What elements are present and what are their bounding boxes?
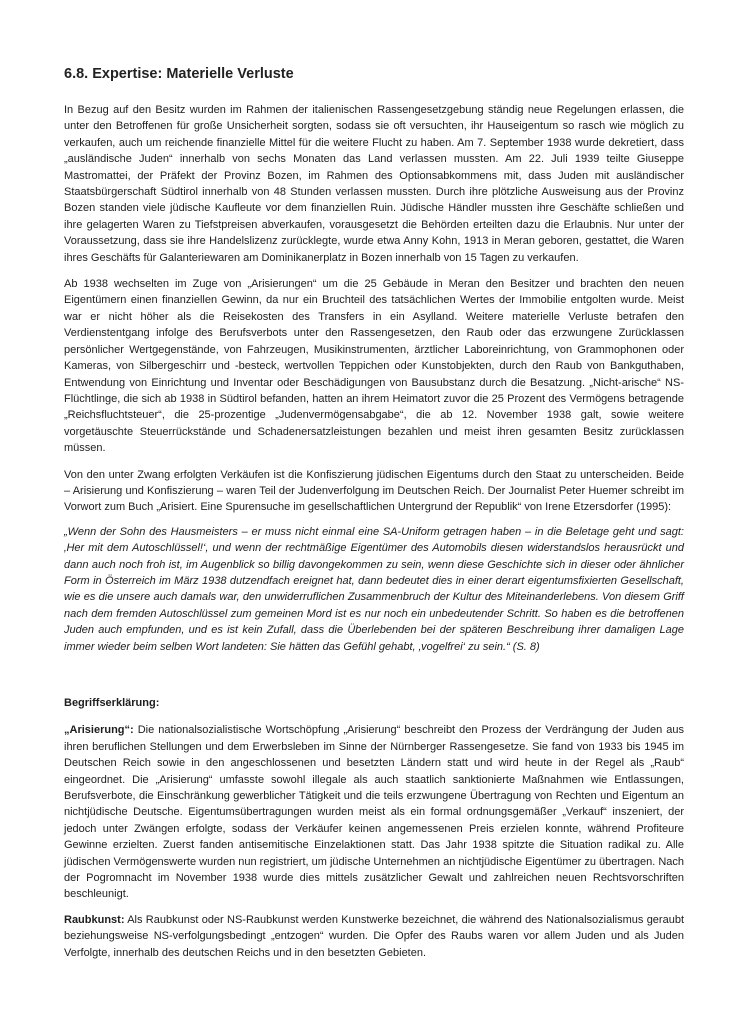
definition-raubkunst	[64, 912, 684, 961]
definitions-title: Begriffserklärung:	[64, 697, 160, 709]
document-body	[64, 102, 684, 970]
definition-term: Raubkunst:	[64, 913, 125, 926]
definition-arisierung	[64, 722, 684, 902]
definition-term: „Arisierung“:	[64, 724, 134, 737]
definition-text: Als Raubkunst oder NS-Raubkunst werden Kunstwerke bezeichnet, die während des Nationalsozialismus geraubt beziehungsweise NS-verfolgungsbedingt „entzogen“ wurden. Die Opfer des Raubs waren vor allem Juden und als Juden Verfolgte, innerhalb des deutschen Reichs und in den besetzten Gebieten.	[64, 913, 684, 959]
definition-text: Die nationalsozialistische Wortschöpfung „Arisierung“ beschreibt den Prozess der Verdrängung der Juden aus ihren beruflichen Stellungen und dem Erwerbsleben im Sinne der Nürnberger Rassengesetze. Sie fand von 1933 bis 1945 im Deutschen Reich sowie in den angeschlossenen und besetzten Ländern statt und wird heute in der Regel als „Raub“ eingeordnet. Die „Arisierung“ umfasste sowohl illegale als auch staatlich sanktionierte Maßnahmen wie Entlassungen, Berufsverbote, die Einschränkung gewerblicher Tätigkeit und die teils erzwungene Übertragung von Rechten und Eigentum an nichtjüdische Deutsche. Eigentumsübertragungen wurden meist als ein formal ordnungsgemäßer „Verkauf“ inszeniert, der jedoch unter Zwängen erfolgte, sodass der Verkäufer keinen angemessenen Preis erzielen konnte, während Profiteure Gewinne erzielten. Zuerst fanden antisemitische Einzelaktionen statt. Das Jahr 1938 spitzte die Situation radikal zu. Alle jüdischen Vermögenswerte wurden nun registriert, um jüdische Unternehmen an nichtjüdische Eigentümer zu übertragen. Nach der Pogromnacht im November 1938 wurde dies mittels zusätzlicher Gewalt und zahlreichen neuen Rechtsvorschriften beschleunigt.	[64, 724, 685, 901]
section-heading: 6.8. Expertise: Materielle Verluste	[64, 66, 294, 82]
paragraph: Ab 1938 wechselten im Zuge von „Arisierungen“ um die 25 Gebäude in Meran den Besitzer und brachten den neuen Eigentümern einen finanziellen Gewinn, da nur ein Bruchteil des tatsächlichen Wertes der Immobilie entgolten wurde. Meist war er nicht höher als die Reisekosten des Transfers in ein Asylland. Weitere materielle Verluste betrafen den Verdienstentgang infolge des Berufsverbots unter den Rassengesetzen, den Raub oder das erzwungene Zurücklassen persönlicher Wertgegenstände, von Fahrzeugen, Musikinstrumenten, ärztlicher Laboreinrichtung, von Grammophonen oder Kameras, von Silbergeschirr und -besteck, wertvollen Teppichen oder Kunstobjekten, durch den Raub von Bankguthaben, Entwendung von Einrichtung und Inventar oder Beschädigungen von Bausubstanz durch die Besatzung. „Nicht-arische“ NS-Flüchtlinge, die sich ab 1938 in Südtirol befanden, hatten an ihrem Heimatort zuvor die 25 Prozent des Vermögens betragende „Reichsfluchtsteuer“, die 25-prozentige „Judenvermögensabgabe“, die ab 12. November 1938 galt, sowie weitere vorgetäuschte Steuerrückstände und Schadenersatzleistungen bezahlen und meist ihren gesamten Besitz zurücklassen müssen.	[64, 278, 684, 455]
block-quote: „Wenn der Sohn des Hausmeisters – er muss nicht einmal eine SA-Uniform getragen haben – in die Beletage geht und sagt: ‚Her mit dem Autoschlüssel!‘, und wenn der rechtmäßige Eigentümer des Automobils diesen widerstandslos herausrückt und dann auch noch froh ist, im Augenblick so billig davongekommen zu sein, wenn diese Geschichte sich in dieser oder ähnlicher Form in Österreich im März 1938 dutzendfach ereignet hat, dann bedeutet dies in einer derart eigentumsfixierten Gesellschaft, wie es die unsere auch damals war, den unwiderruflichen Zusammenbruch der Kultur des Miteinanderlebens. Von diesem Griff nach dem fremden Autoschlüssel zum gemeinen Mord ist es nur noch ein unbedeutender Schritt. So haben es die betroffenen Juden auch empfunden, und es ist kein Zufall, dass die Überlebenden bei der späteren Beschreibung ihrer damaligen Lage immer wieder beim selben Wort landeten: Sie hätten das Gefühl gehabt, ‚vogelfrei‘ zu sein.“ (S. 8)	[64, 525, 684, 653]
paragraph: Von den unter Zwang erfolgten Verkäufen ist die Konfiszierung jüdischen Eigentums durch den Staat zu unterscheiden. Beide – Arisierung und Konfiszierung – waren Teil der Judenverfolgung im Deutschen Reich. Der Journalist Peter Huemer schreibt im Vorwort zum Buch „Arisiert. Eine Spurensuche im gesellschaftlichen Untergrund der Republik“ von Irene Etzersdorfer (1995):	[64, 468, 684, 514]
paragraph: In Bezug auf den Besitz wurden im Rahmen der italienischen Rassengesetzgebung ständig neue Regelungen erlassen, die unter den Betroffenen für große Unsicherheit sorgten, sodass sie oft versuchten, ihr Hauseigentum so rasch wie möglich zu verkaufen, auch um reichende finanzielle Mittel für die weitere Flucht zu haben. Am 7. September 1938 wurde dekretiert, dass „ausländische Juden“ innerhalb von sechs Monaten das Land verlassen mussten. Am 22. Juli 1939 teilte Giuseppe Mastromattei, der Präfekt der Provinz Bozen, im Rahmen des Optionsabkommens mit, dass Juden mit ausländischer Staatsbürgerschaft Südtirol innerhalb von 48 Stunden verlassen mussten. Durch ihre plötzliche Ausweisung aus der Provinz Bozen standen viele jüdische Kaufleute vor dem finanziellen Ruin. Jüdische Händler mussten ihre Geschäfte schließen und ihre gelagerten Waren zu Tiefstpreisen abverkaufen, vorausgesetzt die Behörden erteilten dazu die Erlaubnis. Nur unter der Voraussetzung, dass sie ihre Handelslizenz zurücklegte, wurde etwa Anny Kohn, 1913 in Meran geboren, gestattet, die Waren ihres Geschäfts für Galanteriewaren am Dominikanerplatz in Bozen innerhalb von 15 Tagen zu verkaufen.	[64, 104, 684, 264]
